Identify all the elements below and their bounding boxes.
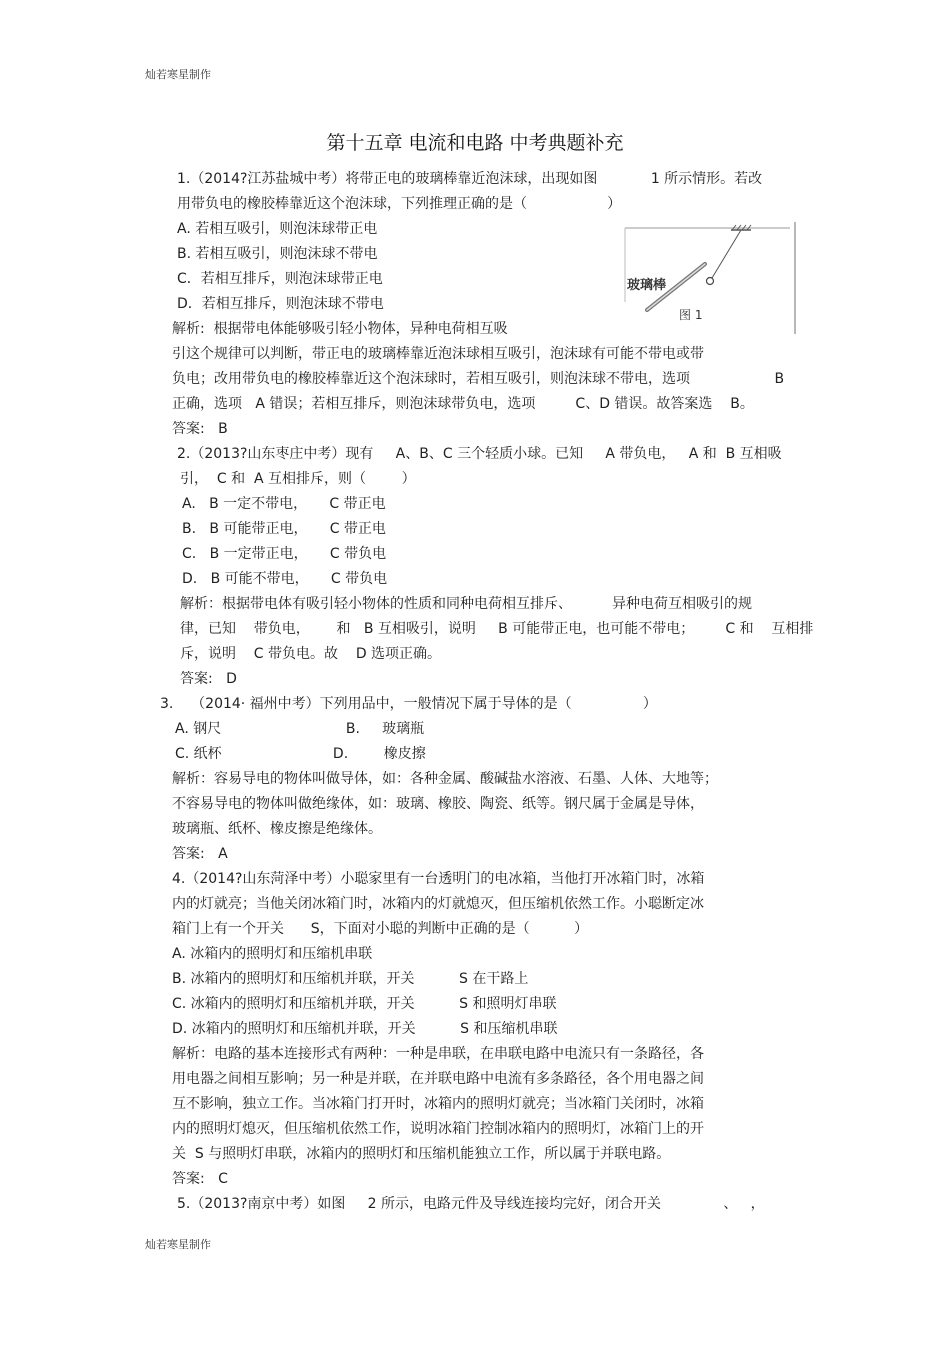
page-title: 第十五章 电流和电路 中考典题补充	[326, 132, 624, 154]
text-line: A. B 一定不带电， C 带正电	[182, 496, 386, 512]
text-line: 玻璃瓶、纸杯、橡皮擦是绝缘体。	[172, 821, 382, 837]
text-line: 2.（2013?山东枣庄中考）现有 A、B、C 三个轻质小球。已知 A 带负电， A 和 B 互相吸	[177, 446, 782, 462]
foam-ball	[707, 278, 714, 285]
text-line: 5.（2013?南京中考）如图 2 所示，电路元件及导线连接均完好，闭合开关 、 ，	[177, 1196, 765, 1212]
text-line: C. B 一定带正电， C 带负电	[182, 546, 387, 562]
text-line: 答案: D	[180, 671, 237, 687]
text-line: A. 冰箱内的照明灯和压缩机串联	[172, 946, 373, 962]
text-line: 答案: B	[172, 421, 228, 437]
text-line: 正确，选项 A 错误；若相互排斥，则泡沫球带负电，选项 C、D 错误。故答案选 B。	[172, 396, 754, 412]
text-line: 3. （2014· 福州中考）下列用品中，一般情况下属于导体的是（ ）	[160, 696, 657, 712]
text-line: B. 冰箱内的照明灯和压缩机并联，开关 S 在干路上	[172, 971, 529, 987]
page-header: 灿若寒星制作	[145, 68, 211, 81]
text-line: B. B 可能带正电， C 带正电	[182, 521, 386, 537]
rod-label: 玻璃棒	[627, 278, 667, 293]
text-line: 斥，说明 C 带负电。故 D 选项正确。	[180, 646, 442, 662]
page-footer: 灿若寒星制作	[145, 1238, 211, 1251]
text-line: 用带负电的橡胶棒靠近这个泡沫球，下列推理正确的是（ ）	[177, 196, 622, 212]
text-line: 引这个规律可以判断，带正电的玻璃棒靠近泡沫球相互吸引，泡沫球有可能不带电或带	[172, 346, 704, 362]
text-line: C. 纸杯 D. 橡皮擦	[175, 746, 426, 762]
text-line: 关 S 与照明灯串联，冰箱内的照明灯和压缩机能独立工作，所以属于并联电路。	[172, 1146, 671, 1162]
text-line: 解析：电路的基本连接形式有两种：一种是串联，在串联电路中电流只有一条路径，各	[172, 1046, 704, 1062]
text-line: D．若相互排斥，则泡沫球不带电	[177, 296, 384, 312]
text-line: 用电器之间相互影响；另一种是并联，在并联电路中电流有多条路径，各个用电器之间	[172, 1071, 704, 1087]
text-line: A. 钢尺 B. 玻璃瓶	[175, 721, 425, 737]
text-line: C. 冰箱内的照明灯和压缩机并联，开关 S 和照明灯串联	[172, 996, 557, 1012]
text-line: B. 若相互吸引，则泡沫球不带电	[177, 246, 378, 262]
text-line: 1.（2014?江苏盐城中考）将带正电的玻璃棒靠近泡沫球，出现如图 1 所示情形。若改	[177, 171, 763, 187]
text-line: 解析：根据带电体有吸引轻小物体的性质和同种电荷相互排斥、 异种电荷互相吸引的规	[180, 596, 753, 612]
text-line: 互不影响，独立工作。当冰箱门打开时，冰箱内的照明灯就亮；当冰箱门关闭时，冰箱	[172, 1096, 704, 1112]
text-line: D. 冰箱内的照明灯和压缩机并联，开关 S 和压缩机串联	[172, 1021, 558, 1037]
text-line: 箱门上有一个开关 S，下面对小聪的判断中正确的是（ ）	[172, 921, 589, 937]
text-line: 负电；改用带负电的橡胶棒靠近这个泡沫球时，若相互吸引，则泡沫球不带电，选项 B	[172, 371, 785, 387]
text-line: 解析: 根据带电体能够吸引轻小物体，异种电荷相互吸	[172, 321, 508, 337]
text-line: D. B 可能不带电， C 带负电	[182, 571, 388, 587]
text-line: 不容易导电的物体叫做绝缘体，如：玻璃、橡胶、陶瓷、纸等。钢尺属于金属是导体，	[172, 796, 704, 812]
figure-caption: 图 1	[679, 308, 703, 322]
text-line: 引， C 和 A 互相排斥，则（ ）	[180, 471, 416, 487]
text-line: C．若相互排斥，则泡沫球带正电	[177, 271, 383, 287]
text-line: 内的照明灯熄灭，但压缩机依然工作，说明冰箱门控制冰箱内的照明灯，冰箱门上的开	[172, 1121, 704, 1137]
figure-1	[585, 222, 799, 334]
text-line: A. 若相互吸引，则泡沫球带正电	[177, 221, 378, 237]
text-line: 律，已知 带负电， 和 B 互相吸引，说明 B 可能带正电，也可能不带电； C 和 互相排	[180, 621, 814, 637]
text-line: 解析：容易导电的物体叫做导体，如：各种金属、酸碱盐水溶液、石墨、人体、大地等；	[172, 771, 718, 787]
text-line: 答案: C	[172, 1171, 228, 1187]
text-line: 内的灯就亮；当他关闭冰箱门时，冰箱内的灯就熄灭，但压缩机依然工作。小聪断定冰	[172, 896, 704, 912]
text-line: 答案: A	[172, 846, 228, 862]
text-line: 4.（2014?山东菏泽中考）小聪家里有一台透明门的电冰箱，当他打开冰箱门时，冰箱	[172, 871, 705, 887]
